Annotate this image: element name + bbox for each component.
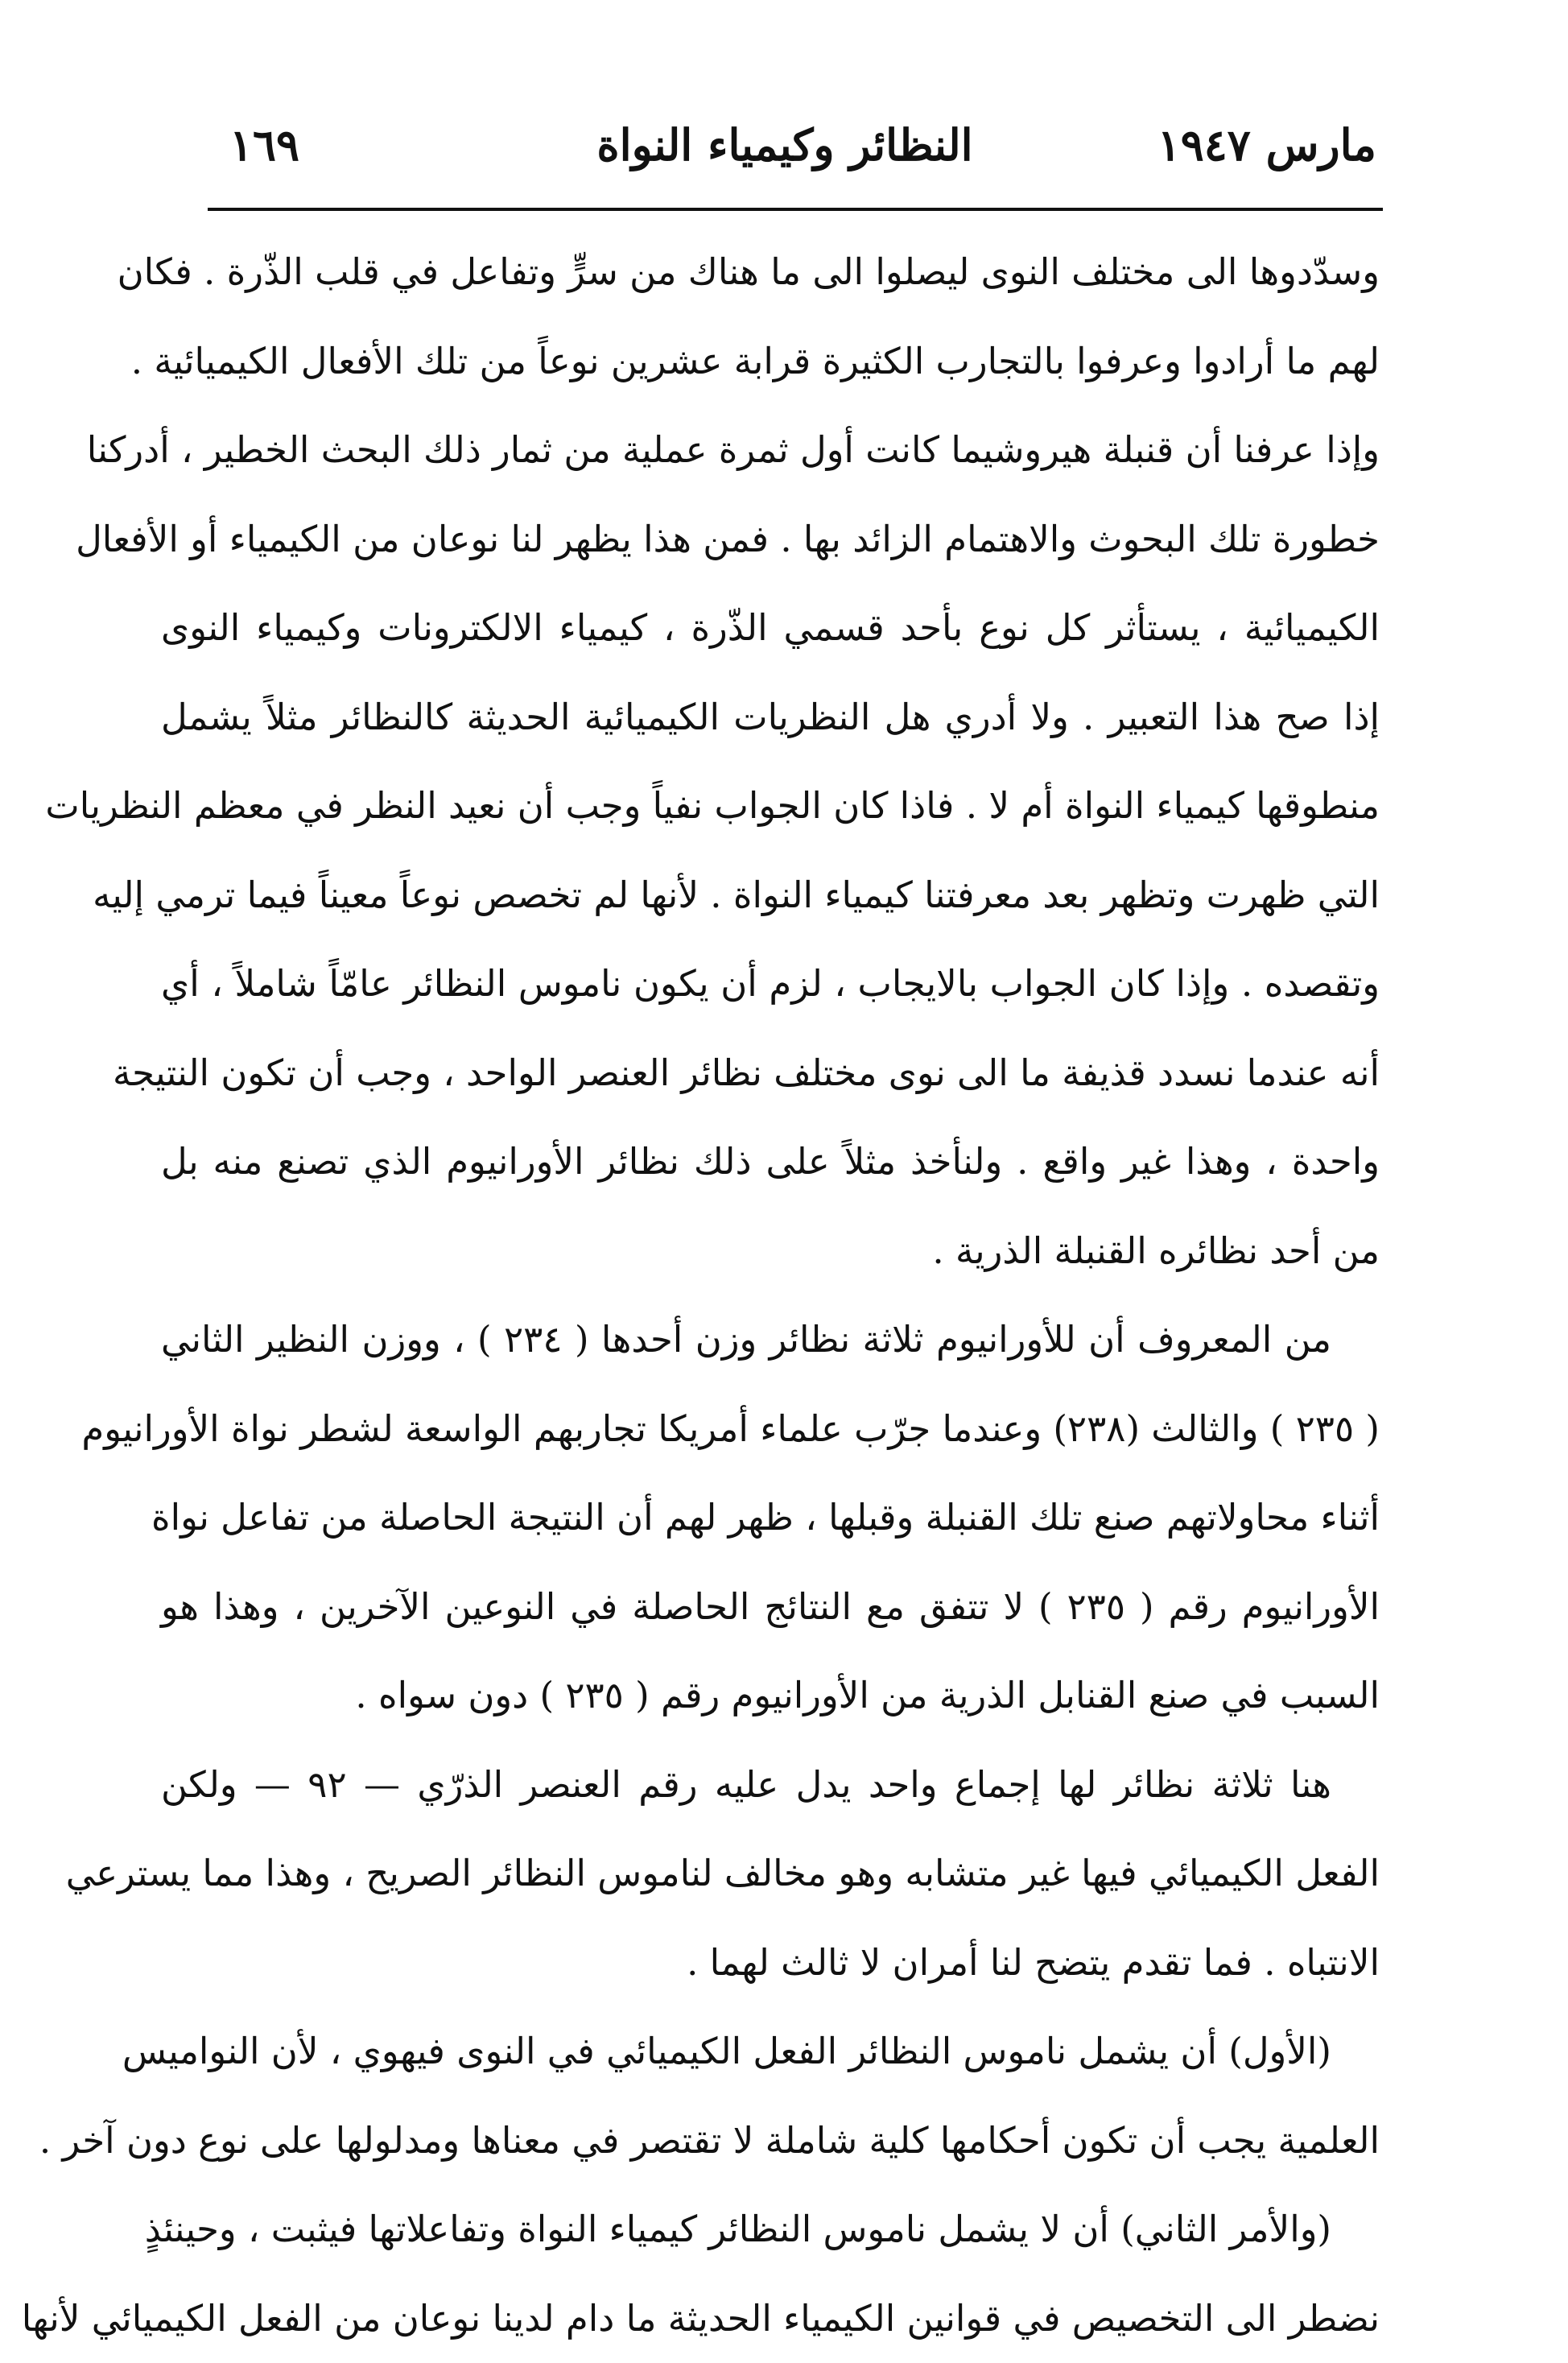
text-line: إذا صح هذا التعبير . ولا أدري هل النظريات الكيميائية الحديثة كالنظائر مثلاً يشمل <box>161 673 1380 762</box>
text-line: العلمية يجب أن تكون أحكامها كلية شاملة لا تقتصر في معناها ومدلولها على نوع دون آخر . <box>161 2097 1380 2186</box>
text-line: أثناء محاولاتهم صنع تلك القنبلة وقبلها ، ظهر لهم أن النتيجة الحاصلة من تفاعل نواة <box>161 1473 1380 1563</box>
text-line: الأورانيوم رقم ( ٢٣٥ ) لا تتفق مع النتائج الحاصلة في النوعين الآخرين ، وهذا هو <box>161 1563 1380 1652</box>
issue-date: مارس ١٩٤٧ <box>1157 109 1376 181</box>
header-rule <box>208 208 1383 211</box>
text-line: هنا ثلاثة نظائر لها إجماع واحد يدل عليه رقم العنصر الذرّي — ٩٢ — ولكن <box>161 1741 1380 1830</box>
text-line: وإذا عرفنا أن قنبلة هيروشيما كانت أول ثمرة عملية من ثمار ذلك البحث الخطير ، أدركنا <box>161 406 1380 495</box>
text-line: نضطر الى التخصيص في قوانين الكيمياء الحديثة ما دام لدينا نوعان من الفعل الكيميائي لأنها <box>161 2274 1380 2363</box>
article-title: النظائر وكيمياء النواة <box>596 109 972 181</box>
text-line: الانتباه . فما تقدم يتضح لنا أمران لا ثالث لهما . <box>161 1919 1380 2008</box>
text-line: (والأمر الثاني) أن لا يشمل ناموس النظائر كيمياء النواة وتفاعلاتها فيثبت ، وحينئذٍ <box>161 2185 1380 2274</box>
text-line: ( ٢٣٥ ) والثالث (٢٣٨) وعندما جرّب علماء أمريكا تجاربهم الواسعة لشطر نواة الأورانيوم <box>161 1385 1380 1474</box>
body-text <box>161 228 1380 2363</box>
text-line: الكيميائية ، يستأثر كل نوع بأحد قسمي الذّرة ، كيمياء الالكترونات وكيمياء النوى <box>161 584 1380 673</box>
page-number: ١٦٩ <box>229 109 299 181</box>
text-line: التي ظهرت وتظهر بعد معرفتنا كيمياء النواة . لأنها لم تخصص نوعاً معيناً فيما ترمي إليه <box>161 851 1380 940</box>
text-line: وتقصده . وإذا كان الجواب بالايجاب ، لزم أن يكون ناموس النظائر عامّاً شاملاً ، أي <box>161 940 1380 1029</box>
text-line: من أحد نظائره القنبلة الذرية . <box>161 1207 1380 1296</box>
text-line: من المعروف أن للأورانيوم ثلاثة نظائر وزن أحدها ( ٢٣٤ ) ، ووزن النظير الثاني <box>161 1295 1380 1385</box>
text-line: وسدّدوها الى مختلف النوى ليصلوا الى ما هناك من سرٍّ وتفاعل في قلب الذّرة . فكان <box>161 228 1380 317</box>
text-line: أنه عندما نسدد قذيفة ما الى نوى مختلف نظائر العنصر الواحد ، وجب أن تكون النتيجة <box>161 1029 1380 1118</box>
text-line: لهم ما أرادوا وعرفوا بالتجارب الكثيرة قرابة عشرين نوعاً من تلك الأفعال الكيميائية . <box>161 317 1380 407</box>
text-line: منطوقها كيمياء النواة أم لا . فاذا كان الجواب نفياً وجب أن نعيد النظر في معظم النظريات <box>161 762 1380 851</box>
text-line: خطورة تلك البحوث والاهتمام الزائد بها . فمن هذا يظهر لنا نوعان من الكيمياء أو الأفعال <box>161 495 1380 585</box>
text-line: واحدة ، وهذا غير واقع . ولنأخذ مثلاً على ذلك نظائر الأورانيوم الذي تصنع منه بل <box>161 1117 1380 1207</box>
text-line: (الأول) أن يشمل ناموس النظائر الفعل الكيميائي في النوى فيهوي ، لأن النواميس <box>161 2007 1380 2097</box>
text-line: الفعل الكيميائي فيها غير متشابه وهو مخالف لناموس النظائر الصريح ، وهذا مما يسترعي <box>161 1829 1380 1919</box>
text-line: السبب في صنع القنابل الذرية من الأورانيوم رقم ( ٢٣٥ ) دون سواه . <box>161 1651 1380 1741</box>
running-header <box>193 109 1376 181</box>
